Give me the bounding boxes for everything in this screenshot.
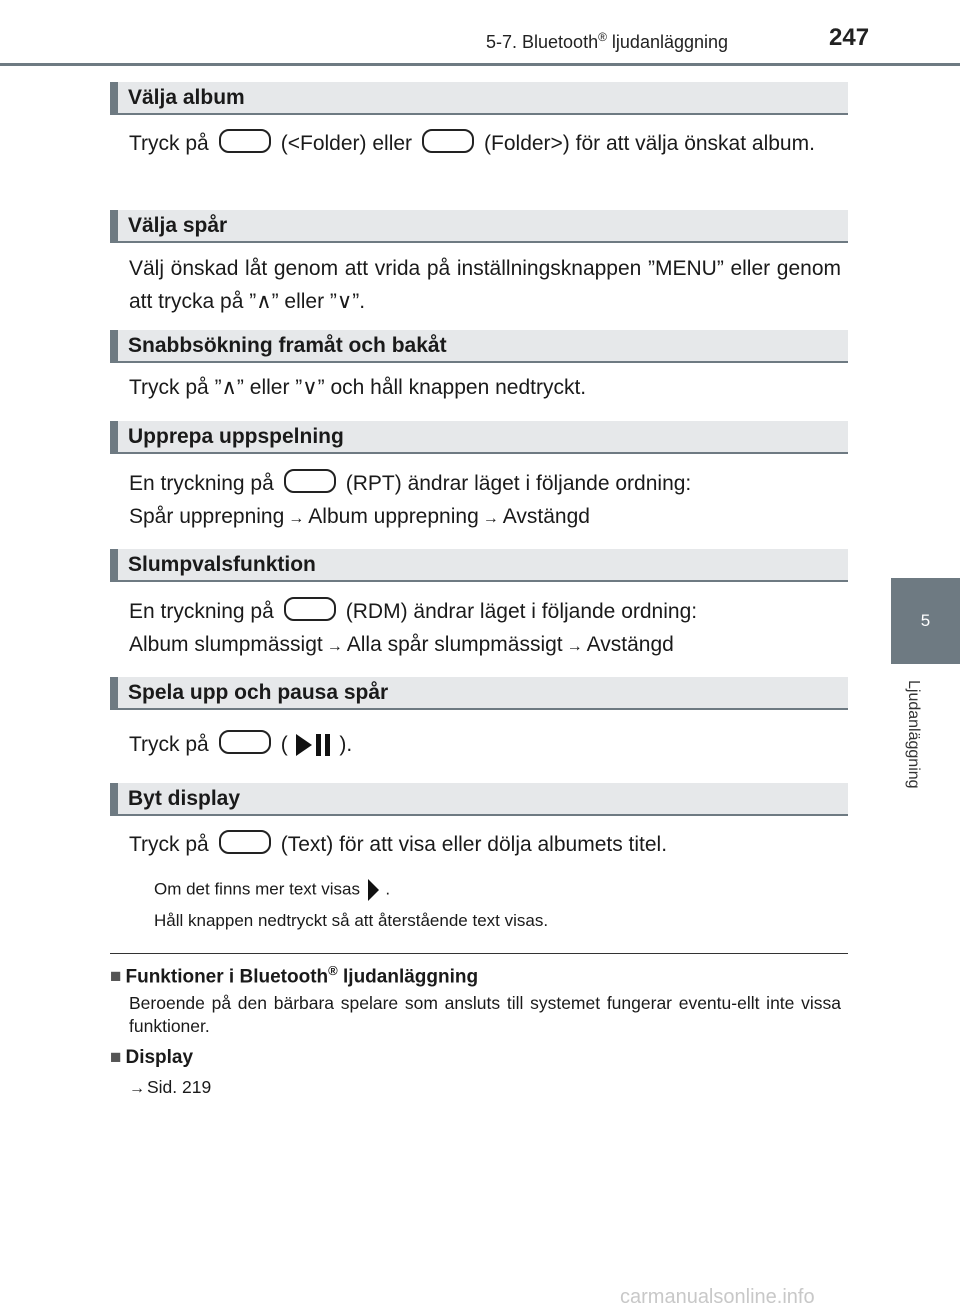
- random-seq-c: Avstängd: [586, 633, 674, 656]
- watermark: carmanualsonline.info: [620, 1286, 815, 1308]
- button-outline-icon: [284, 597, 336, 621]
- info-title-1-rest: ljudanläggning: [337, 966, 479, 988]
- divider: [110, 953, 848, 954]
- running-header: [486, 30, 728, 53]
- repeat-sequence: [129, 500, 841, 535]
- section-title-seek: Snabbsökning framåt och bakåt: [110, 330, 848, 363]
- info-title-1-reg: ®: [328, 963, 338, 978]
- info-heading-display: [110, 1047, 193, 1069]
- square-bullet-icon: ■: [110, 966, 122, 988]
- paragraph-random: [129, 595, 841, 628]
- section-title-display: Byt display: [110, 783, 848, 816]
- text-display-2: (Text) för att visa eller dölja albumets titel.: [280, 833, 668, 856]
- page-number: 247: [829, 24, 870, 51]
- note-1b: .: [385, 879, 391, 899]
- play-pause-icon: [294, 732, 334, 758]
- text-random-2: (RDM) ändrar läget i följande ordning:: [345, 600, 698, 623]
- info-text-display: [129, 1076, 841, 1100]
- random-sequence: [129, 628, 841, 663]
- button-outline-icon: [284, 469, 336, 493]
- text-play-1: Tryck på: [129, 733, 209, 756]
- text-play-2: (: [280, 733, 288, 756]
- arrow-right-icon: →: [482, 510, 499, 527]
- section-title-random: Slumpvalsfunktion: [110, 549, 848, 582]
- info-title-2: Display: [125, 1047, 194, 1068]
- random-seq-a: Album slumpmässigt: [129, 633, 323, 656]
- random-seq-b: Alla spår slumpmässigt: [346, 633, 563, 656]
- button-outline-icon: [219, 830, 271, 854]
- repeat-seq-b: Album upprepning: [308, 505, 479, 528]
- section-title-repeat: Upprepa uppspelning: [110, 421, 848, 454]
- paragraph-play: [129, 728, 841, 761]
- more-text-arrow-icon: [365, 877, 381, 903]
- note-hold: Håll knappen nedtryckt så att återstående text visas.: [154, 911, 549, 930]
- chapter-label: Ljudanläggning: [905, 680, 922, 789]
- paragraph-album: [129, 127, 841, 160]
- header-section-rest: ljudanläggning: [606, 32, 729, 52]
- note-1a: Om det finns mer text visas: [154, 879, 360, 899]
- paragraph-track: Välj önskad låt genom att vrida på inställningsknappen ”MENU” eller genom att trycka på ”∧” eller ”∨”.: [129, 257, 841, 313]
- arrow-right-icon: →: [326, 638, 343, 655]
- header-rule: [0, 63, 960, 66]
- info-title-1: Funktioner i Bluetooth: [125, 966, 329, 988]
- arrow-right-icon: →: [288, 510, 305, 527]
- button-outline-icon: [219, 730, 271, 754]
- note-more-text: [154, 877, 390, 903]
- text-repeat-1: En tryckning på: [129, 472, 274, 495]
- button-outline-icon: [422, 129, 474, 153]
- chapter-tab[interactable]: 5: [891, 578, 960, 664]
- text-play-3: ).: [339, 733, 353, 756]
- paragraph-repeat: [129, 467, 841, 500]
- paragraph-display: [129, 828, 841, 861]
- info-heading-bluetooth: [110, 963, 478, 988]
- arrow-right-icon: →: [129, 1080, 145, 1097]
- info-text-2: Sid. 219: [147, 1077, 212, 1097]
- text-album-2: (<Folder) eller: [280, 132, 413, 155]
- paragraph-seek: Tryck på ”∧” eller ”∨” och håll knappen nedtryckt.: [129, 376, 587, 399]
- text-repeat-2: (RPT) ändrar läget i följande ordning:: [345, 472, 692, 495]
- text-album-3: (Folder>) för att välja önskat album.: [484, 132, 815, 155]
- square-bullet-icon: ■: [110, 1047, 122, 1068]
- section-title-track: Välja spår: [110, 210, 848, 243]
- arrow-right-icon: →: [566, 638, 583, 655]
- text-display-1: Tryck på: [129, 833, 209, 856]
- text-album-1: Tryck på: [129, 132, 209, 155]
- header-reg: ®: [598, 30, 607, 44]
- info-text-bluetooth: Beroende på den bärbara spelare som ansluts till systemet fungerar eventu-ellt inte vissa funktioner.: [129, 993, 841, 1036]
- section-title-play: Spela upp och pausa spår: [110, 677, 848, 710]
- repeat-seq-a: Spår upprepning: [129, 505, 285, 528]
- header-section: 5-7. Bluetooth: [486, 32, 599, 52]
- button-outline-icon: [219, 129, 271, 153]
- section-title-album: Välja album: [110, 82, 848, 115]
- text-random-1: En tryckning på: [129, 600, 274, 623]
- repeat-seq-c: Avstängd: [502, 505, 590, 528]
